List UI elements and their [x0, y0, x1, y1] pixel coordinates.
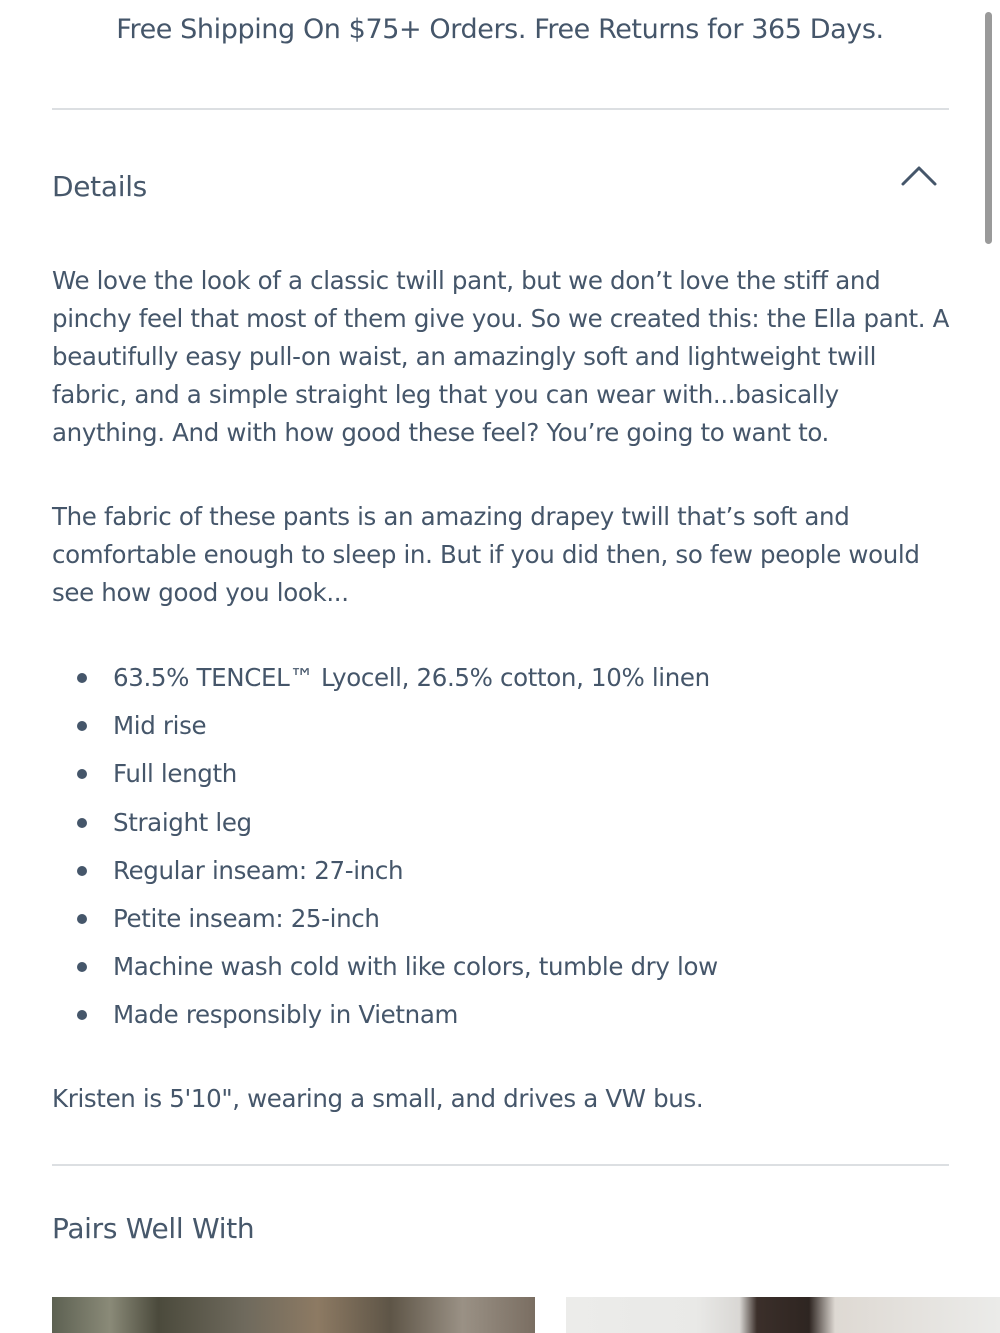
bullet-icon	[77, 866, 87, 876]
feature-text: Made responsibly in Vietnam	[113, 1000, 459, 1030]
details-heading[interactable]: Details	[52, 170, 147, 203]
details-fabric-paragraph: The fabric of these pants is an amazing drapey twill that’s soft and comfortable enough to sleep in. But if you did then, so few people would see how good you look...	[52, 502, 920, 607]
feature-text: Regular inseam: 27-inch	[113, 855, 404, 885]
promo-banner: Free Shipping On $75+ Orders. Free Returns for 365 Days.	[116, 14, 884, 45]
bullet-icon	[77, 673, 87, 683]
feature-item	[52, 654, 912, 702]
bullet-icon	[77, 962, 87, 972]
feature-text: Full length	[113, 759, 237, 789]
feature-text: 63.5% TENCEL™ Lyocell, 26.5% cotton, 10% linen	[113, 663, 710, 692]
feature-item	[52, 799, 912, 847]
feature-text: Straight leg	[113, 807, 252, 837]
feature-text: Mid rise	[113, 711, 207, 741]
feature-item	[52, 895, 912, 943]
chevron-up-icon	[896, 158, 942, 194]
feature-item	[52, 750, 912, 798]
feature-list	[52, 654, 912, 1040]
bullet-icon	[77, 818, 87, 828]
section-divider	[52, 1164, 949, 1166]
model-size-note: Kristen is 5'10", wearing a small, and drives a VW bus.	[52, 1084, 704, 1113]
pairing-product-image[interactable]	[566, 1297, 1000, 1333]
bullet-icon	[77, 721, 87, 731]
pairing-product-image[interactable]	[52, 1297, 535, 1333]
details-description-paragraph: We love the look of a classic twill pant, but we don’t love the stiff and pinchy feel that most of them give you. So we created this: the Ella pant. A beautifully easy pull-on waist, an amazingly soft and lightweight twill fabric, and a simple straight leg that you can wear with...basically anything. And with how good these feel? You’re going to want to.	[52, 266, 950, 447]
feature-text: Machine wash cold with like colors, tumble dry low	[113, 952, 718, 982]
section-divider	[52, 108, 949, 110]
bullet-icon	[77, 914, 87, 924]
bullet-icon	[77, 769, 87, 779]
feature-item	[52, 991, 912, 1039]
feature-item	[52, 943, 912, 991]
details-collapse-toggle[interactable]	[896, 158, 942, 194]
bullet-icon	[77, 1010, 87, 1020]
feature-text: Petite inseam: 25-inch	[113, 903, 380, 933]
scrollbar-thumb[interactable]	[985, 12, 992, 244]
feature-item	[52, 847, 912, 895]
feature-item	[52, 702, 912, 750]
pairs-well-with-heading: Pairs Well With	[52, 1212, 255, 1245]
